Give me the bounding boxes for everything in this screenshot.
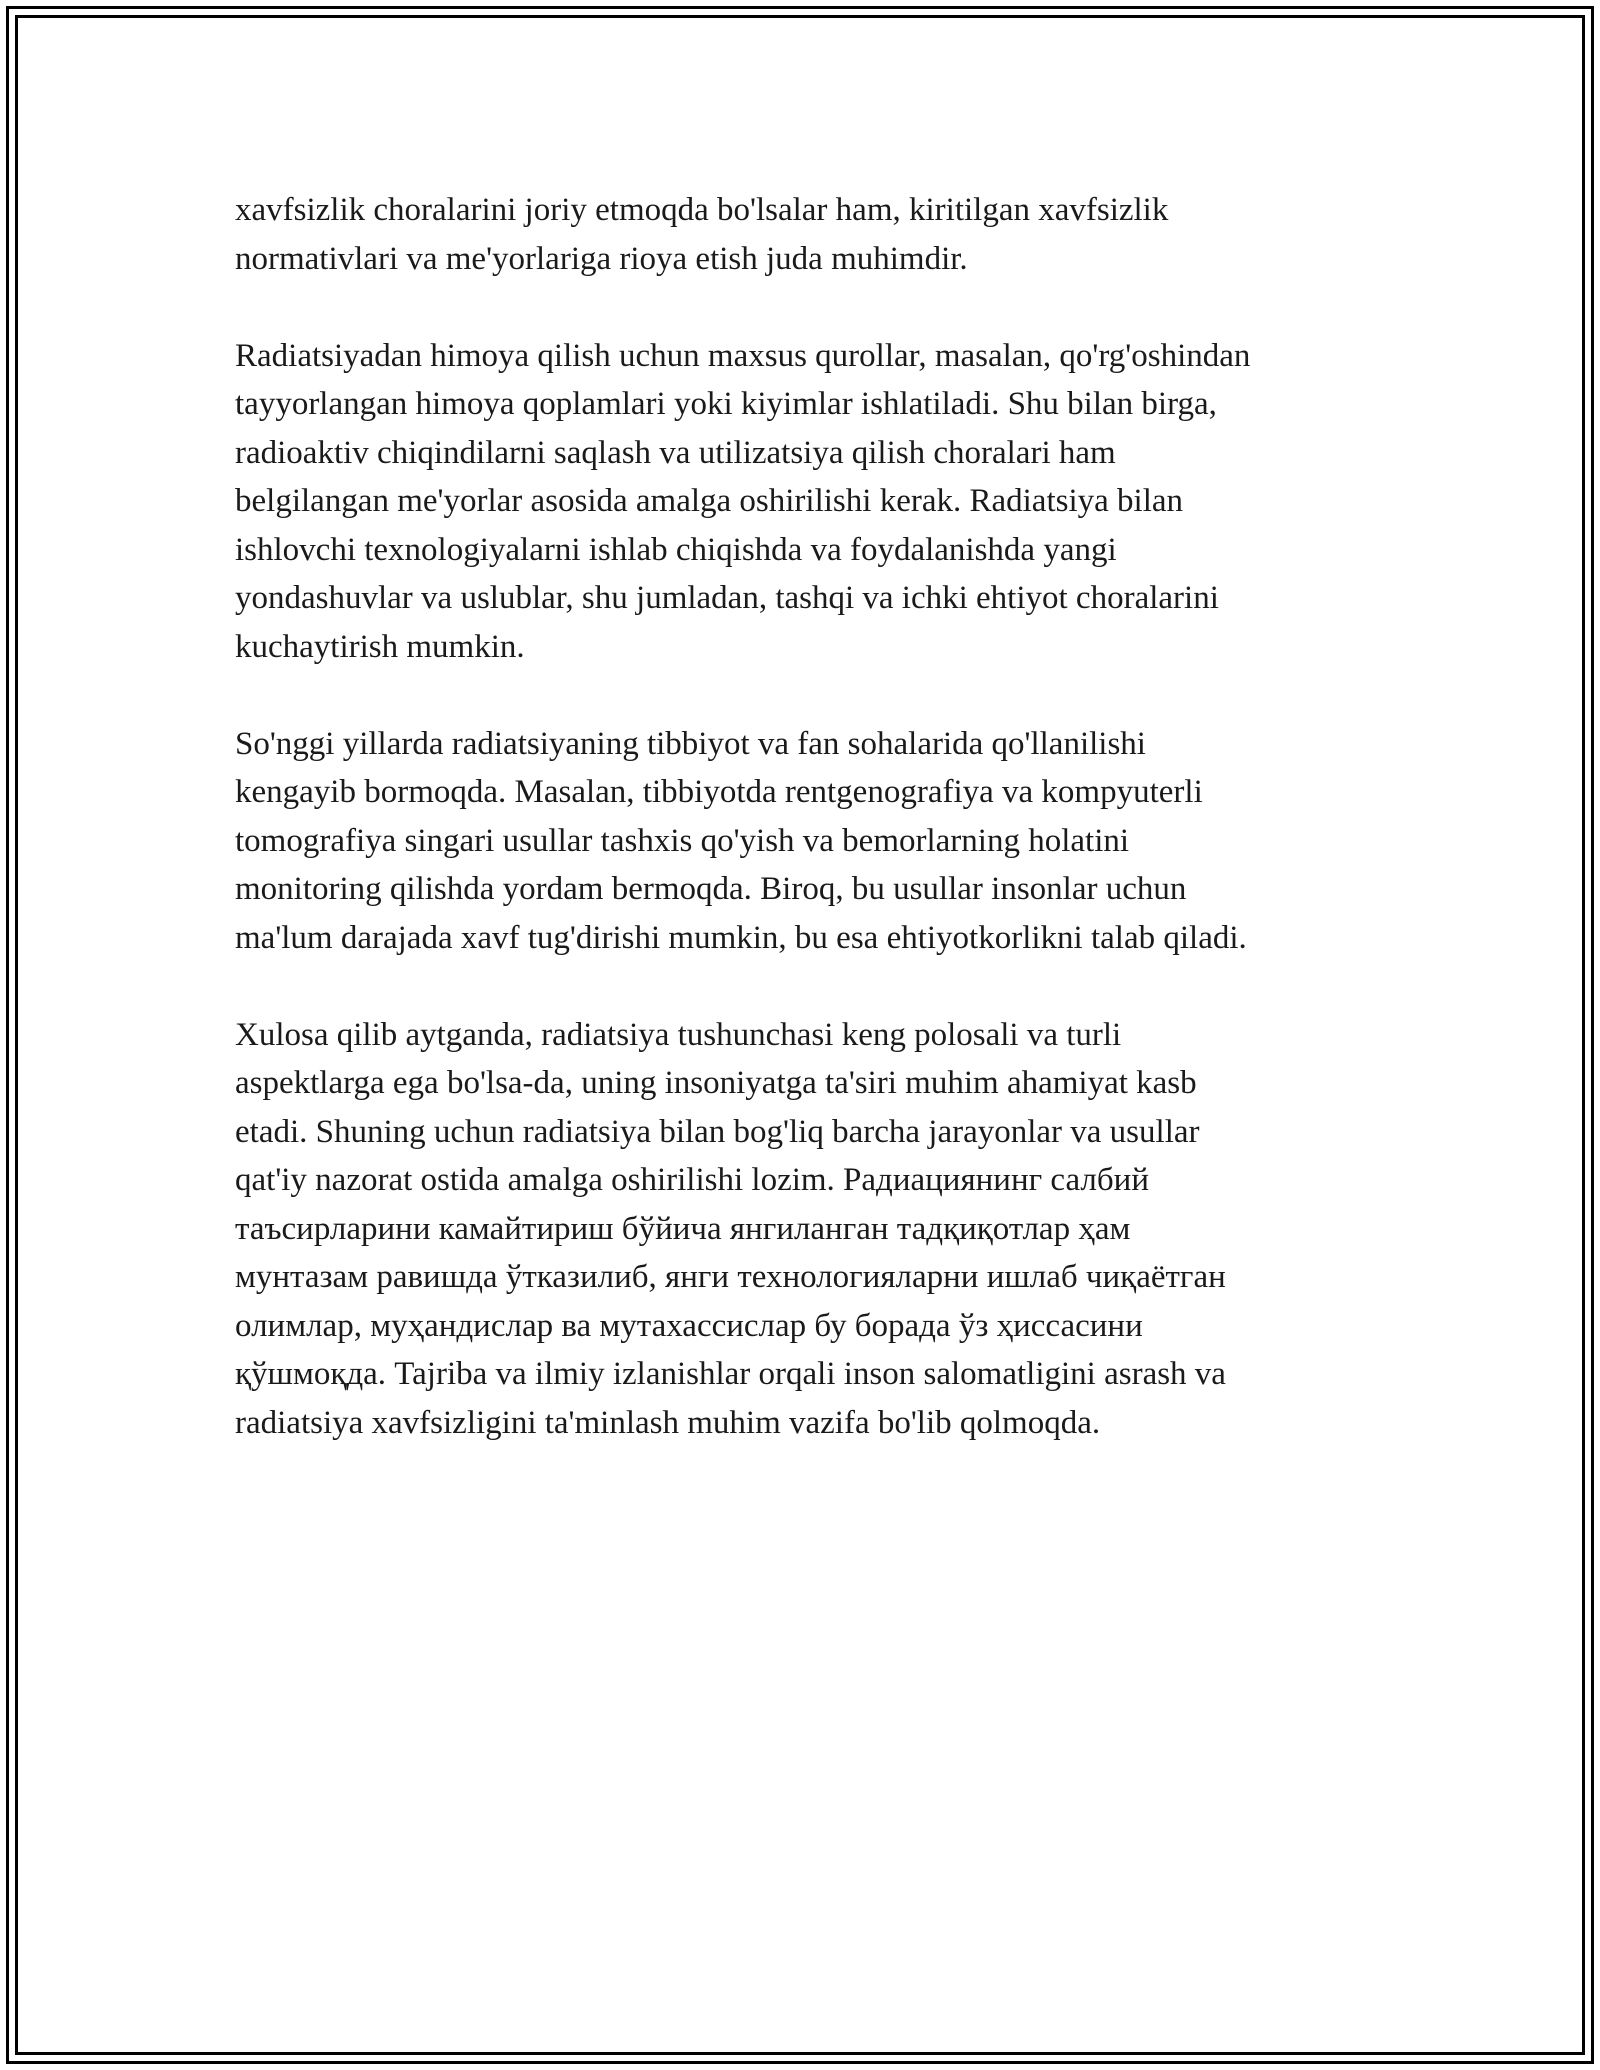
paragraph-3: So'nggi yillarda radiatsiyaning tibbiyot va fan sohalarida qo'llanilishi kengayib bormoqda. Masalan, tibbiyotda rentgenografiya va kompyuterli tomografiya singari usullar tashxis qo'yish va bemorlarning holatini monitoring qilishda yordam bermoqda. Biroq, bu usullar insonlar uchun ma'lum darajada xavf tug'dirishi mumkin, bu esa ehtiyotkorlikni talab qiladi. xyxy=(235,725,1247,956)
paragraph-1: xavfsizlik choralarini joriy etmoqda bo'lsalar ham, kiritilgan xavfsizlik normativlari va me'yorlariga rioya etish juda muhimdir. xyxy=(235,192,1169,277)
paragraph-4: Xulosa qilib aytganda, radiatsiya tushunchasi keng polosali va turli aspektlarga ega bo'lsa-da, uning insoniyatga ta'siri muhim ahamiyat kasb etadi. Shuning uchun radiatsiya bilan bog'liq barcha jarayonlar va usullar qat'iy nazorat ostida amalga oshirilishi lozim. Радиациянинг салбий таъсирларини камайтириш бўйича янгиланган тадқиқотлар ҳам мунтазам равишда ўтказилиб, янги технологияларни ишлаб чиқаётган олимлар, муҳандислар ва мутахассислар бу борада ўз ҳиссасини қўшмоқда. Tajriba va ilmiy izlanishlar orqali inson salomatligini asrash va radiatsiya xavfsizligini ta'minlash muhim vazifa bo'lib qolmoqda. xyxy=(235,1016,1226,1441)
paragraph-2: Radiatsiyadan himoya qilish uchun maxsus qurollar, masalan, qo'rg'oshindan tayyorlangan himoya qoplamlari yoki kiyimlar ishlatiladi. Shu bilan birga, radioaktiv chiqindilarni saqlash va utilizatsiya qilish choralari ham belgilangan me'yorlar asosida amalga oshirilishi kerak. Radiatsiya bilan ishlovchi texnologiyalarni ishlab chiqishda va foydalanishda yangi yondashuvlar va uslublar, shu jumladan, tashqi va ichki ehtiyot choralarini kuchaytirish mumkin. xyxy=(235,337,1251,665)
document-body xyxy=(235,186,1385,1496)
